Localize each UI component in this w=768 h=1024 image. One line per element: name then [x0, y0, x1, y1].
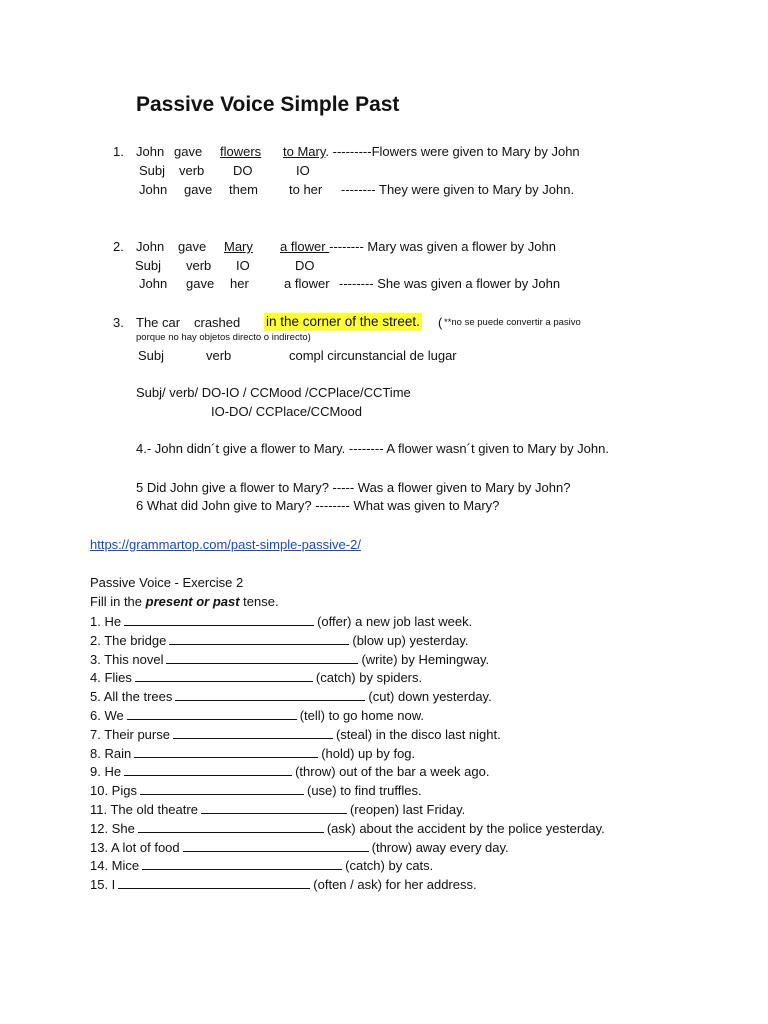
answer-blank[interactable] — [166, 651, 358, 664]
reference-link[interactable]: https://grammartop.com/past-simple-passive-2/ — [90, 537, 361, 552]
item-prompt: 11. The old theatre — [90, 802, 198, 817]
item-hint: (tell) to go home now. — [299, 708, 425, 723]
exercise-item — [90, 669, 422, 686]
exercise-item — [90, 801, 465, 818]
answer-blank[interactable] — [124, 613, 314, 626]
exercise-item — [90, 651, 489, 668]
sentence-line — [280, 239, 556, 255]
answer-blank[interactable] — [140, 782, 304, 795]
direct-object-word: flowers — [220, 144, 262, 159]
answer-blank[interactable] — [142, 857, 342, 870]
label-subj: Subj — [138, 348, 165, 363]
highlighted-phrase: in the corner of the street. — [266, 314, 420, 329]
instruction-emphasis: present or past — [145, 594, 240, 609]
exercise-item — [90, 763, 489, 780]
item-hint: (blow up) yesterday. — [352, 632, 469, 648]
subject-word: The car — [136, 315, 181, 330]
example-4: 4.- John didn´t give a flower to Mary. -------- A flower wasn´t given to Mary by John. — [136, 441, 609, 456]
indirect-object-word: Mary — [224, 239, 253, 254]
answer-blank[interactable] — [173, 726, 333, 739]
subject-word: John — [136, 239, 165, 254]
item-prompt: 10. Pigs — [90, 783, 137, 799]
exercise-item — [90, 745, 415, 762]
item-prompt: 14. Mice — [90, 858, 140, 874]
pronoun-object: them — [229, 182, 258, 197]
item-prompt: 12. She — [90, 820, 135, 836]
exercise-item — [90, 688, 492, 705]
note-paren: ( — [438, 315, 443, 330]
label-do: DO — [295, 258, 315, 273]
answer-blank[interactable] — [169, 632, 349, 645]
label-verb: verb — [206, 348, 232, 363]
exercise-item — [90, 820, 605, 837]
item-hint: (reopen) last Friday. — [349, 802, 466, 817]
item-hint: (ask) about the accident by the police yesterday. — [326, 820, 605, 836]
label-subj: Subj — [139, 163, 166, 178]
label-io: IO — [236, 258, 250, 273]
indirect-object-word: to Mary — [283, 144, 326, 159]
exercise-item — [90, 782, 422, 799]
verb-word: gave — [186, 276, 215, 291]
item-hint: (offer) a new job last week. — [317, 614, 473, 629]
word-order-2: IO-DO/ CCPlace/CCMood — [211, 404, 362, 419]
verb-word: gave — [174, 144, 203, 159]
answer-blank[interactable] — [135, 669, 313, 682]
verb-word: gave — [184, 182, 213, 197]
exercise-item — [90, 839, 509, 856]
passive-result: -------- Mary was given a flower by John — [329, 239, 556, 254]
answer-blank[interactable] — [118, 876, 310, 889]
item-prompt: 4. Flies — [90, 670, 132, 686]
label-do: DO — [233, 163, 253, 178]
instruction-text: Fill in the — [90, 594, 146, 609]
item-prompt: 2. The bridge — [90, 632, 167, 648]
label-compl: compl circunstancial de lugar — [289, 348, 457, 363]
exercise-item — [90, 876, 477, 893]
label-subj: Subj — [135, 258, 162, 273]
passive-result: . ---------Flowers were given to Mary by John — [325, 144, 580, 159]
answer-blank[interactable] — [134, 745, 318, 758]
item-prompt: 15. I — [90, 877, 116, 893]
item-prompt: 13. A lot of food — [90, 839, 180, 855]
item-hint: (use) to find truffles. — [306, 783, 422, 799]
item-hint: (catch) by spiders. — [315, 670, 423, 686]
item-hint: (catch) by cats. — [345, 858, 434, 874]
verb-word: gave — [178, 239, 207, 254]
exercise-item — [90, 726, 501, 743]
label-verb: verb — [179, 163, 205, 178]
exercise-item — [90, 613, 472, 630]
label-io: IO — [296, 163, 310, 178]
exercise-heading: Passive Voice - Exercise 2 — [90, 575, 244, 590]
item-hint: (write) by Hemingway. — [361, 651, 490, 667]
note-line-1: **no se puede convertir a pasivo — [444, 317, 581, 328]
item-prompt: 3. This novel — [90, 651, 164, 667]
instruction-text: tense. — [239, 594, 279, 609]
exercise-item — [90, 632, 468, 649]
direct-object-word: a flower — [284, 276, 330, 291]
verb-word: crashed — [194, 315, 241, 330]
example-number: 1. — [113, 144, 124, 159]
answer-blank[interactable] — [138, 820, 324, 833]
exercise-instruction — [90, 594, 279, 610]
example-number: 2. — [113, 239, 124, 254]
item-hint: (throw) out of the bar a week ago. — [295, 764, 490, 780]
direct-object-word: a flower — [280, 239, 330, 254]
passive-result: -------- They were given to Mary by John. — [341, 182, 575, 197]
item-prompt: 5. All the trees — [90, 689, 173, 705]
note-line-2: porque no hay objetos directo o indirecto) — [136, 332, 311, 343]
word-order-1: Subj/ verb/ DO-IO / CCMood /CCPlace/CCTime — [136, 385, 411, 400]
exercise-item — [90, 857, 433, 874]
item-prompt: 1. He — [90, 614, 122, 629]
answer-blank[interactable] — [201, 801, 347, 814]
answer-blank[interactable] — [127, 707, 297, 720]
item-prompt: 7. Their purse — [90, 726, 170, 742]
pronoun-indirect: to her — [289, 182, 323, 197]
item-hint: (hold) up by fog. — [321, 745, 416, 761]
answer-blank[interactable] — [175, 688, 365, 701]
item-prompt: 6. We — [90, 708, 124, 723]
pronoun-indirect: her — [230, 276, 249, 291]
sentence-line — [283, 144, 580, 160]
item-prompt: 8. Rain — [90, 745, 132, 761]
exercise-item — [90, 707, 424, 724]
item-prompt: 9. He — [90, 764, 122, 780]
subject-word: John — [139, 182, 168, 197]
item-hint: (cut) down yesterday. — [368, 689, 492, 705]
answer-blank[interactable] — [124, 763, 292, 776]
page-title: Passive Voice Simple Past — [136, 93, 400, 116]
item-hint: (steal) in the disco last night. — [335, 726, 501, 742]
item-hint: (often / ask) for her address. — [313, 877, 477, 893]
example-6: 6 What did John give to Mary? -------- What was given to Mary? — [136, 498, 500, 513]
passive-result: -------- She was given a flower by John — [339, 276, 561, 291]
example-number: 3. — [113, 315, 124, 330]
subject-word: John — [139, 276, 168, 291]
item-hint: (throw) away every day. — [371, 839, 509, 855]
answer-blank[interactable] — [183, 839, 369, 852]
label-verb: verb — [186, 258, 212, 273]
example-5: 5 Did John give a flower to Mary? ----- Was a flower given to Mary by John? — [136, 480, 571, 495]
subject-word: John — [136, 144, 165, 159]
